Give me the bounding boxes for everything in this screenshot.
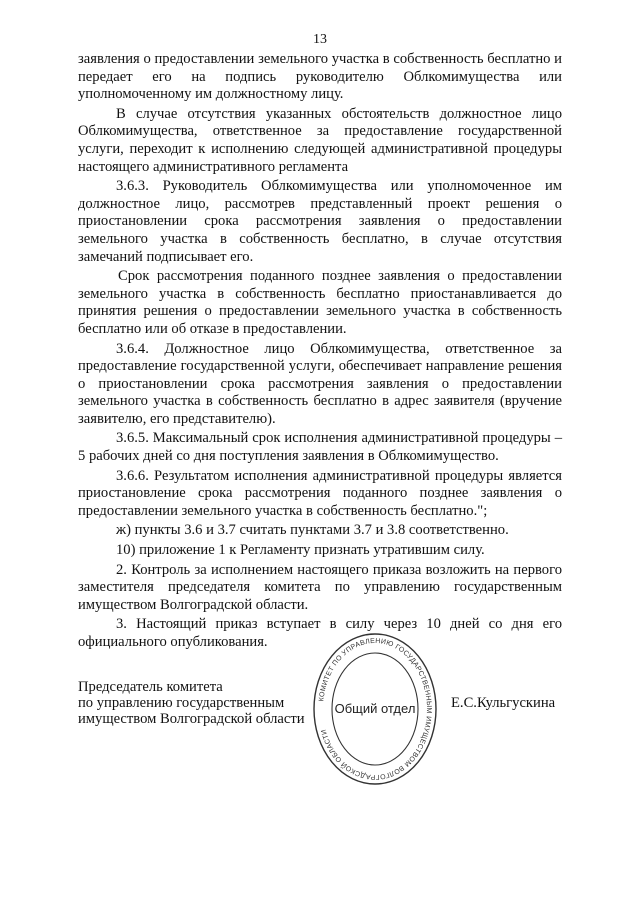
signature-line-1: Председатель комитета (78, 679, 223, 695)
paragraph-3-6-4: 3.6.4. Должностное лицо Облкомимущества, ответственное за предоставление государственной услуги, обеспечивает направление решения о приостановлении срока рассмотрения заявления о предоставлении земельного участка в собственность бесплатно в адрес заявителя (вручение заявителю, его представителю). (78, 340, 562, 427)
signature-title-block (78, 679, 305, 727)
stamp-center-text: Общий отдел (334, 701, 416, 716)
paragraph-2: 2. Контроль за исполнением настоящего приказа возложить на первого заместителя председателя комитета по управлению государственным имуществом Волгоградской области. (78, 561, 562, 613)
paragraph-3-6-3: 3.6.3. Руководитель Облкомимущества или уполномоченное им должностное лицо, рассмотрев представленный проект решения о приостановлении срока рассмотрения заявления о предоставлении земельного участка в собственность бесплатно, в случае отсутствия замечаний подписывает его. (78, 178, 562, 265)
signer-name: Е.С.Кульгускина (451, 695, 556, 711)
paragraph-zh: ж) пункты 3.6 и 3.7 считать пунктами 3.7 и 3.8 соответственно. (116, 522, 509, 539)
paragraph-continuation: заявления о предоставлении земельного участка в собственность бесплатно и передает его на подпись руководителю Облкомимущества или уполномоченному им должностному лицу. (78, 51, 562, 103)
paragraph-3-6-6: 3.6.6. Результатом исполнения административной процедуры является приостановление срока рассмотрения поданного позднее заявления о предоставлении земельного участка в собственность бесплатно."; (78, 467, 562, 519)
paragraph-term: Срок рассмотрения поданного позднее заявления о предоставлении земельного участка в собственность бесплатно приостанавливается до принятия решения о предоставлении земельного участка в собственность бесплатно или об отказе в предоставлении. (78, 268, 562, 337)
paragraph-3: 3. Настоящий приказ вступает в силу через 10 дней со дня его официального опубликования. (78, 616, 562, 650)
signature-line-2: по управлению государственным (78, 695, 285, 711)
signature-line-3: имуществом Волгоградской области (78, 711, 305, 727)
paragraph-absence: В случае отсутствия указанных обстоятельств должностное лицо Облкомимущества, ответственное за предоставление государственной услуги, переходит к исполнению следующей административной процедуры настоящего административного регламента (78, 105, 562, 175)
page-number: 13 (313, 32, 327, 47)
stamp-ring-text: КОМИТЕТ ПО УПРАВЛЕНИЮ ГОСУДАРСТВЕННЫМ ИМУЩЕСТВОМ ВОЛГОГРАДСКОЙ ОБЛАСТИ (318, 637, 433, 781)
official-stamp (312, 632, 438, 786)
paragraph-10: 10) приложение 1 к Регламенту признать утратившим силу. (116, 542, 485, 559)
document-body (78, 51, 562, 654)
paragraph-3-6-5: 3.6.5. Максимальный срок исполнения административной процедуры – 5 рабочих дней со дня поступления заявления в Облкомимущество. (78, 430, 562, 465)
